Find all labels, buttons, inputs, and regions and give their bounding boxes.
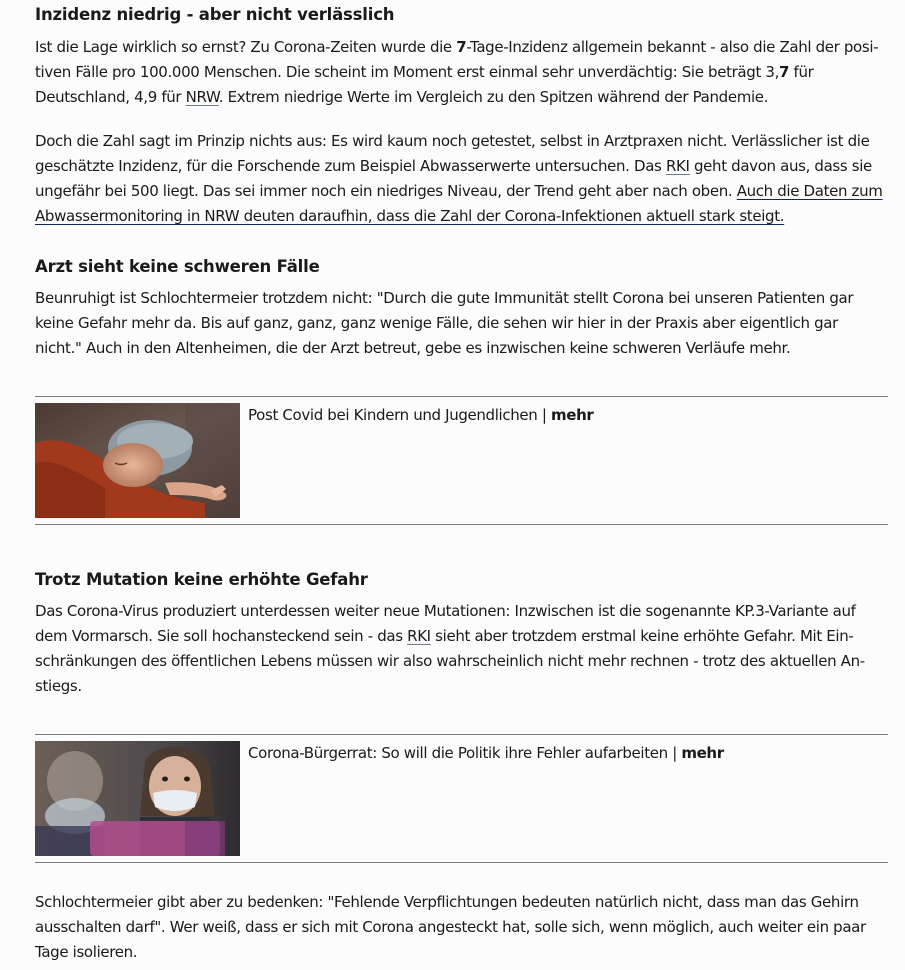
section-doctor xyxy=(35,257,891,277)
paragraph-doctor xyxy=(35,286,891,361)
teaser-buergerrat[interactable] xyxy=(35,734,888,863)
text-run: geschätzte Inzidenz, für die Forschende zum Beispiel Abwasserwerte untersuchen. Das xyxy=(35,157,666,175)
text-run: -Tage-Inzidenz allgemein bekannt - also die Zahl der posi- xyxy=(466,38,879,56)
text-run: Beunruhigt ist Schlochtermeier trotzdem nicht: "Durch die gute Immunität stellt Corona bei unseren Patienten gar xyxy=(35,289,854,307)
teaser-title: Post Covid bei Kindern und Jugendlichen | xyxy=(248,406,551,424)
text-run: geht davon aus, dass sie xyxy=(689,157,872,175)
abbr-rki[interactable]: RKI xyxy=(407,627,431,645)
abbr-rki[interactable]: RKI xyxy=(665,157,690,175)
text-run: für xyxy=(789,63,814,81)
text-run-bold: 7 xyxy=(456,38,467,56)
more-link[interactable]: mehr xyxy=(551,406,594,424)
text-run: dem Vormarsch. Sie soll hochansteckend sein - das xyxy=(35,627,408,645)
text-run: Tage isolieren. xyxy=(35,943,138,961)
text-run: schränkungen des öffentlichen Lebens müssen wir also wahrscheinlich nicht mehr rechnen - trotz des aktuellen An- xyxy=(35,652,865,670)
paragraph-text xyxy=(35,286,891,361)
paragraph-text xyxy=(35,890,891,965)
text-run: Deutschland, 4,9 für xyxy=(35,88,186,106)
wastewater-link-cont[interactable]: Abwassermonitoring in NRW deuten daraufhin, dass die Zahl der Corona-Infektionen aktuell stark steigt. xyxy=(35,207,785,225)
paragraph-text xyxy=(35,599,891,699)
paragraph-estimate xyxy=(35,129,891,229)
section-heading: Inzidenz niedrig - aber nicht verlässlich xyxy=(35,5,395,24)
section-heading: Trotz Mutation keine erhöhte Gefahr xyxy=(35,570,368,589)
paragraph-closing xyxy=(35,890,891,965)
text-run: nicht." Auch in den Altenheimen, die der Arzt betreut, gebe es inzwischen keine schweren Verläufe mehr. xyxy=(35,339,791,357)
text-run: keine Gefahr mehr da. Bis auf ganz, ganz, ganz wenige Fälle, die sehen wir hier in der Praxis aber eigentlich gar xyxy=(35,314,838,332)
text-run: tiven Fälle pro 100.000 Menschen. Die scheint im Moment erst einmal sehr unverdächtig: Sie beträgt 3, xyxy=(35,63,779,81)
section-heading: Arzt sieht keine schweren Fälle xyxy=(35,257,320,276)
teaser-image-masked-children[interactable] xyxy=(35,741,240,856)
teaser-title: Corona-Bürgerrat: So will die Politik ihre Fehler aufarbeiten | xyxy=(248,744,682,762)
more-link[interactable]: mehr xyxy=(681,744,724,762)
text-run: ausschalten darf". Wer weiß, dass er sich mit Corona angesteckt hat, solle sich, wenn möglich, auch weiter ein paar xyxy=(35,918,866,936)
text-run: stiegs. xyxy=(35,677,82,695)
teaser-image-sleeping-child[interactable] xyxy=(35,403,240,518)
wastewater-link[interactable]: Auch die Daten zum xyxy=(736,182,883,200)
text-run-bold: 7 xyxy=(779,63,790,81)
sleeping-child-image xyxy=(35,403,240,518)
masked-children-image xyxy=(35,741,240,856)
teaser-post-covid[interactable] xyxy=(35,396,888,525)
text-run: . Extrem niedrige Werte im Vergleich zu den Spitzen während der Pandemie. xyxy=(218,88,769,106)
section-mutation xyxy=(35,570,891,590)
teaser-text[interactable] xyxy=(248,743,724,763)
paragraph-incidence xyxy=(35,35,891,110)
paragraph-mutation xyxy=(35,599,891,699)
text-run: Ist die Lage wirklich so ernst? Zu Corona-Zeiten wurde die xyxy=(35,38,457,56)
section-incidence xyxy=(35,5,891,25)
teaser-text[interactable] xyxy=(248,405,593,425)
text-run: Doch die Zahl sagt im Prinzip nichts aus: Es wird kaum noch getestet, selbst in Arztpraxen nicht. Verlässlicher ist die xyxy=(35,132,870,150)
text-run: sieht aber trotzdem erstmal keine erhöhte Gefahr. Mit Ein- xyxy=(430,627,854,645)
text-run: Das Corona-Virus produziert unterdessen weiter neue Mutationen: Inzwischen ist die sogenannte KP.3-Variante auf xyxy=(35,602,856,620)
abbr-nrw[interactable]: NRW xyxy=(185,88,219,106)
paragraph-text xyxy=(35,129,891,229)
text-run: Schlochtermeier gibt aber zu bedenken: "Fehlende Verpflichtungen bedeuten natürlich nicht, dass man das Gehirn xyxy=(35,893,859,911)
text-run: ungefähr bei 500 liegt. Das sei immer noch ein niedriges Niveau, der Trend geht aber nach oben. xyxy=(35,182,737,200)
paragraph-text xyxy=(35,35,891,110)
